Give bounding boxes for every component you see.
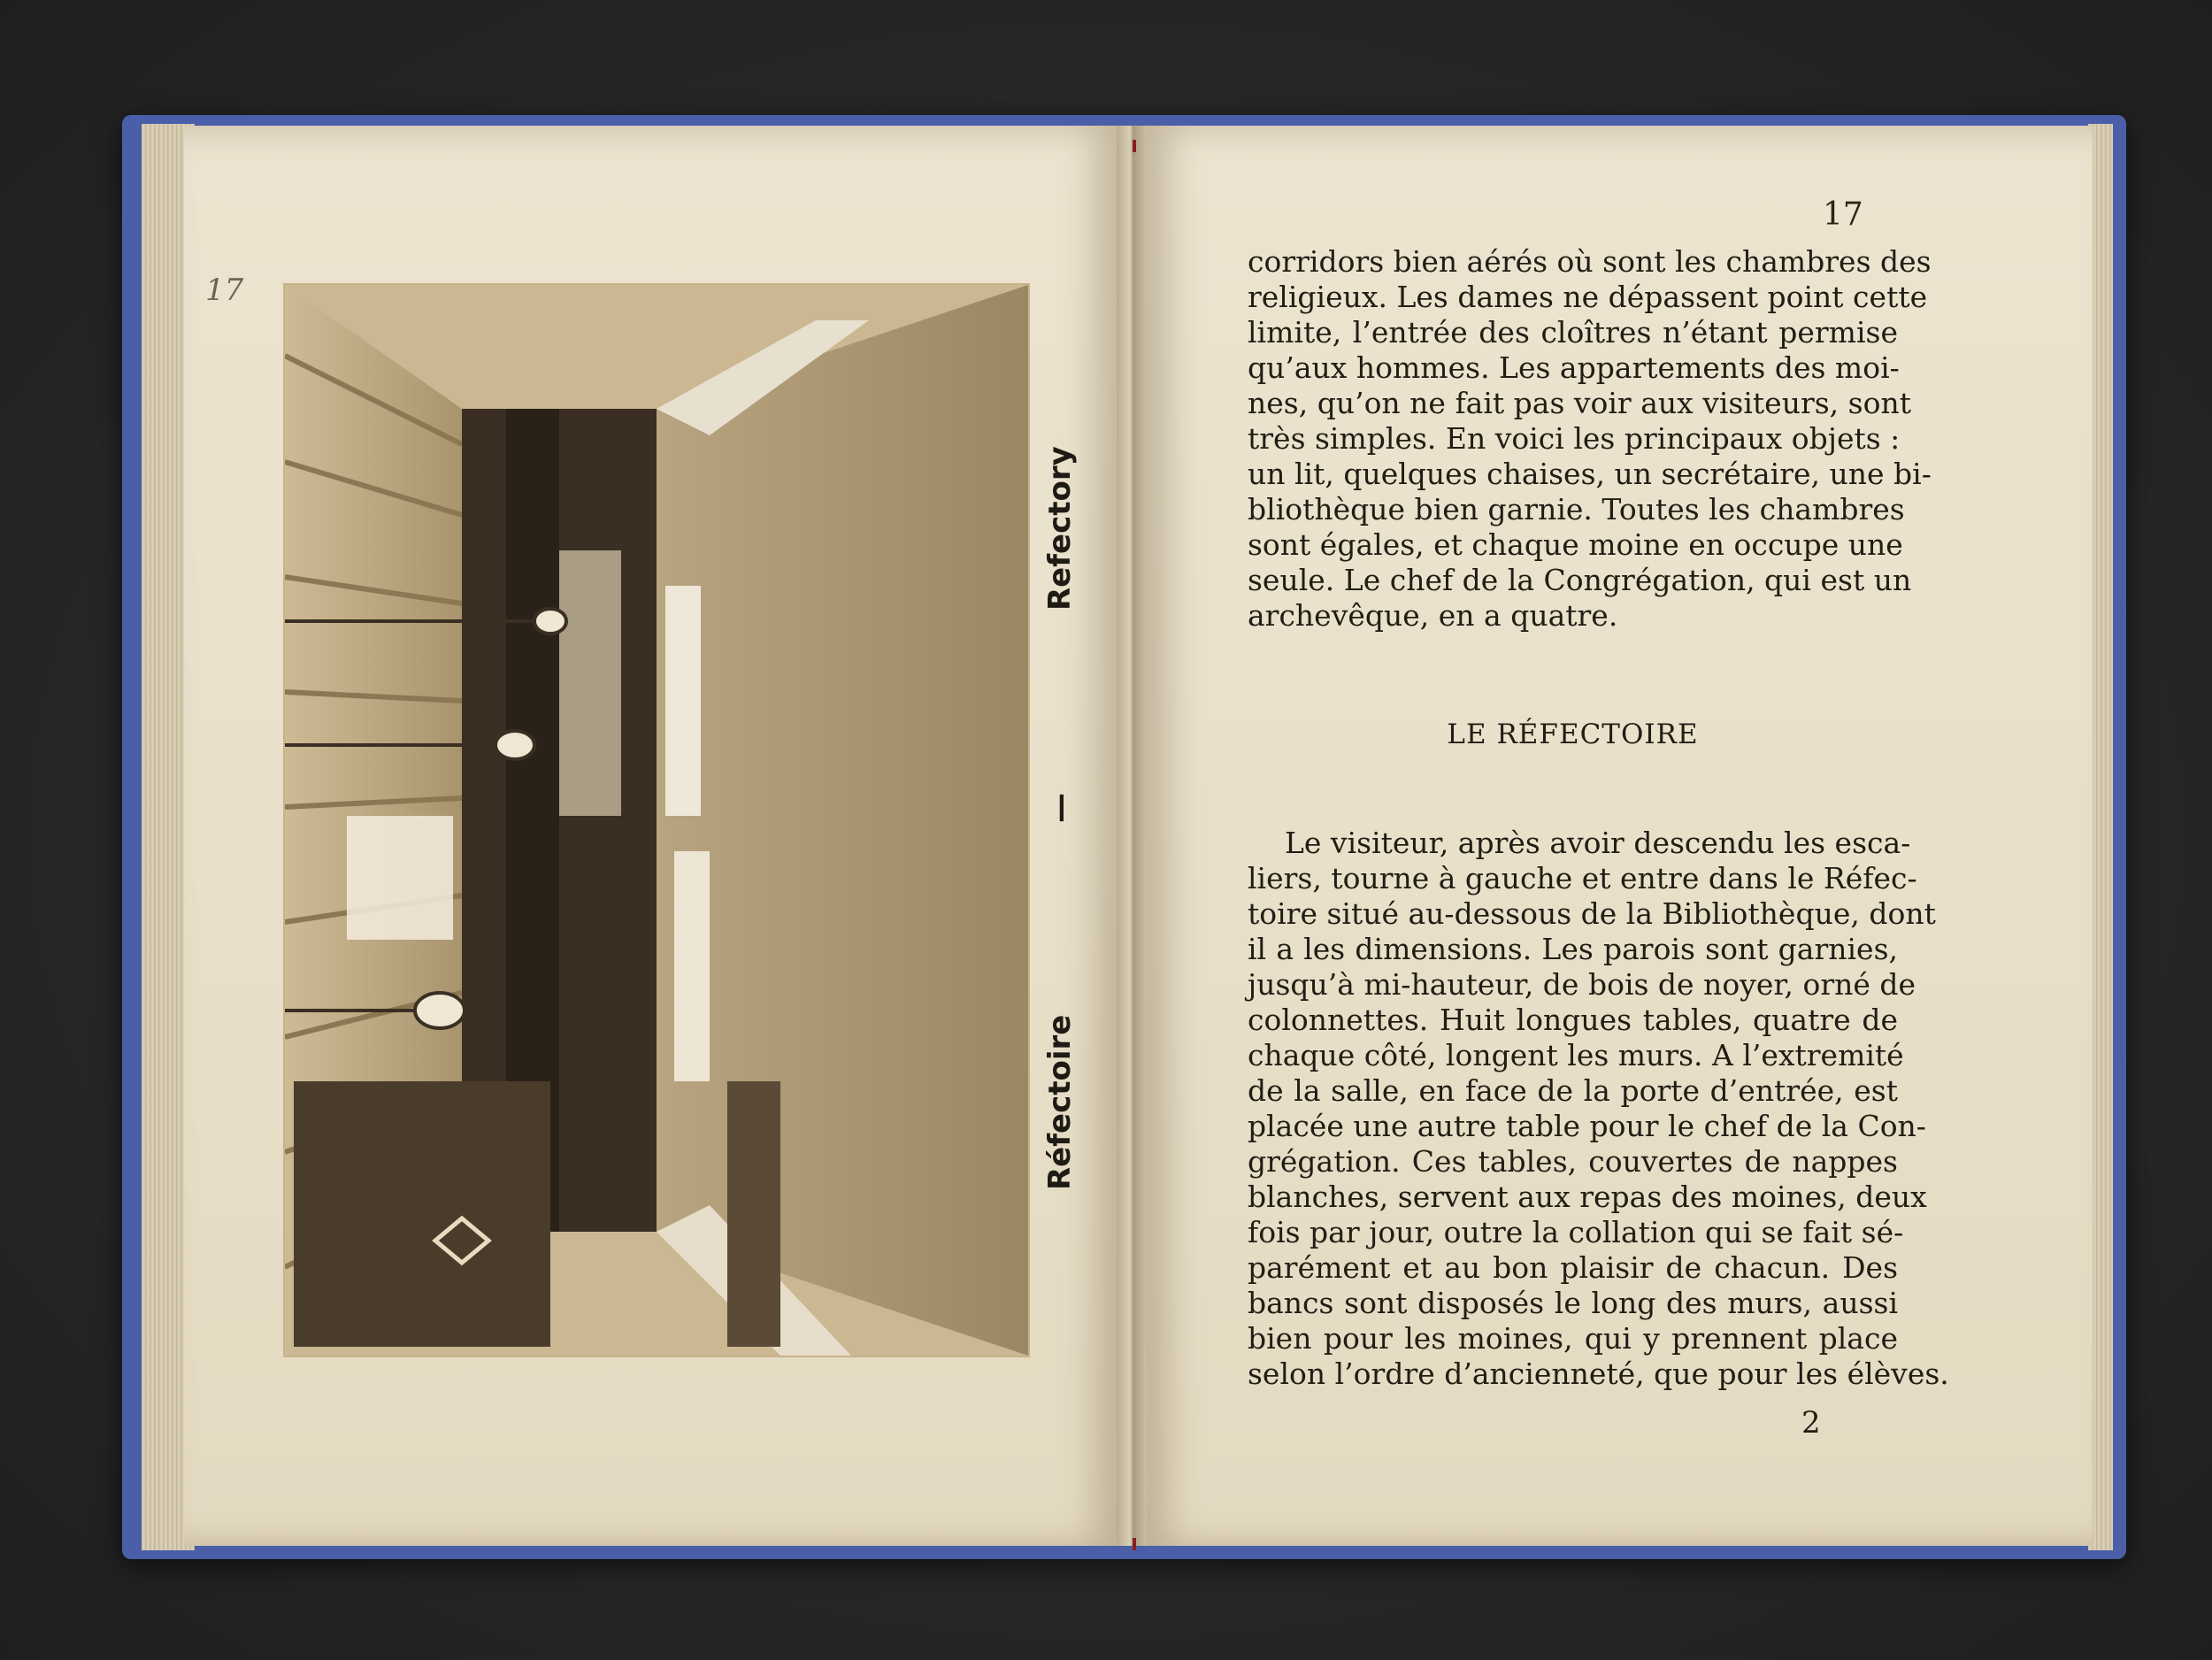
text-line: jusqu’à mi-hauteur, de bois de noyer, orné de — [1248, 967, 1916, 1002]
text-line: un lit, quelques chaises, un secrétaire, une bi- — [1248, 457, 1932, 491]
text-line: parément et au bon plaisir de chacun. Des — [1248, 1250, 1898, 1285]
text-line: limite, l’entrée des cloîtres n’étant permise — [1248, 315, 1898, 350]
photo-illustration — [285, 285, 1028, 1356]
page-number: 17 — [1823, 196, 1863, 233]
caption-english: Refectory — [1042, 446, 1078, 611]
text-line: toire situé au-dessous de la Bibliothèque, dont — [1248, 896, 1936, 931]
text-line: Le visiteur, après avoir descendu les esca- — [1285, 826, 1911, 860]
text-line: selon l’ordre d’ancienneté, que pour les élèves. — [1248, 1356, 1949, 1391]
photo-caption — [1009, 319, 1097, 1203]
text-line: archevêque, en a quatre. — [1248, 598, 1618, 633]
text-line: corridors bien aérés où sont les chambres des — [1248, 244, 1932, 279]
text-line: liers, tourne à gauche et entre dans le Réfec- — [1248, 861, 1917, 895]
text-line: nes, qu’on ne fait pas voir aux visiteurs, sont — [1248, 386, 1911, 420]
refectory-photograph — [283, 283, 1030, 1357]
caption-separator: — — [1042, 793, 1078, 823]
text-line: bancs sont disposés le long des murs, aussi — [1248, 1286, 1898, 1320]
text-line: fois par jour, outre la collation qui se fait sé- — [1248, 1215, 1904, 1249]
paragraph-monks-rooms — [1248, 244, 1932, 634]
text-line: grégation. Ces tables, couvertes de nappes — [1248, 1144, 1898, 1179]
section-heading: LE RÉFECTOIRE — [1447, 719, 1699, 750]
paragraph-refectory — [1248, 826, 1949, 1392]
binding-thread — [1133, 1538, 1136, 1550]
caption-french: Réfectoire — [1042, 1014, 1078, 1190]
binding-thread — [1133, 140, 1136, 152]
text-line: seule. Le chef de la Congrégation, qui est un — [1248, 563, 1912, 597]
text-line: sont égales, et chaque moine en occupe une — [1248, 527, 1903, 562]
text-line: de la salle, en face de la porte d’entrée, est — [1248, 1073, 1898, 1108]
signature-mark: 2 — [1801, 1405, 1821, 1441]
text-line: chaque côté, longent les murs. A l’extremité — [1248, 1038, 1904, 1072]
pencil-page-note: 17 — [205, 273, 244, 308]
text-line: colonnettes. Huit longues tables, quatre de — [1248, 1003, 1898, 1037]
text-line: bliothèque bien garnie. Toutes les chambres — [1248, 492, 1905, 526]
book-gutter — [1117, 126, 1147, 1546]
text-line: placée une autre table pour le chef de la Con- — [1248, 1109, 1926, 1143]
text-line: religieux. Les dames ne dépassent point cette — [1248, 280, 1928, 314]
text-line: qu’aux hommes. Les appartements des moi- — [1248, 350, 1900, 385]
text-line: blanches, servent aux repas des moines, deux — [1248, 1180, 1927, 1214]
text-line: bien pour les moines, qui y prennent place — [1248, 1321, 1898, 1356]
text-line: très simples. En voici les principaux objets : — [1248, 421, 1901, 456]
text-line: il a les dimensions. Les parois sont garnies, — [1248, 932, 1898, 966]
